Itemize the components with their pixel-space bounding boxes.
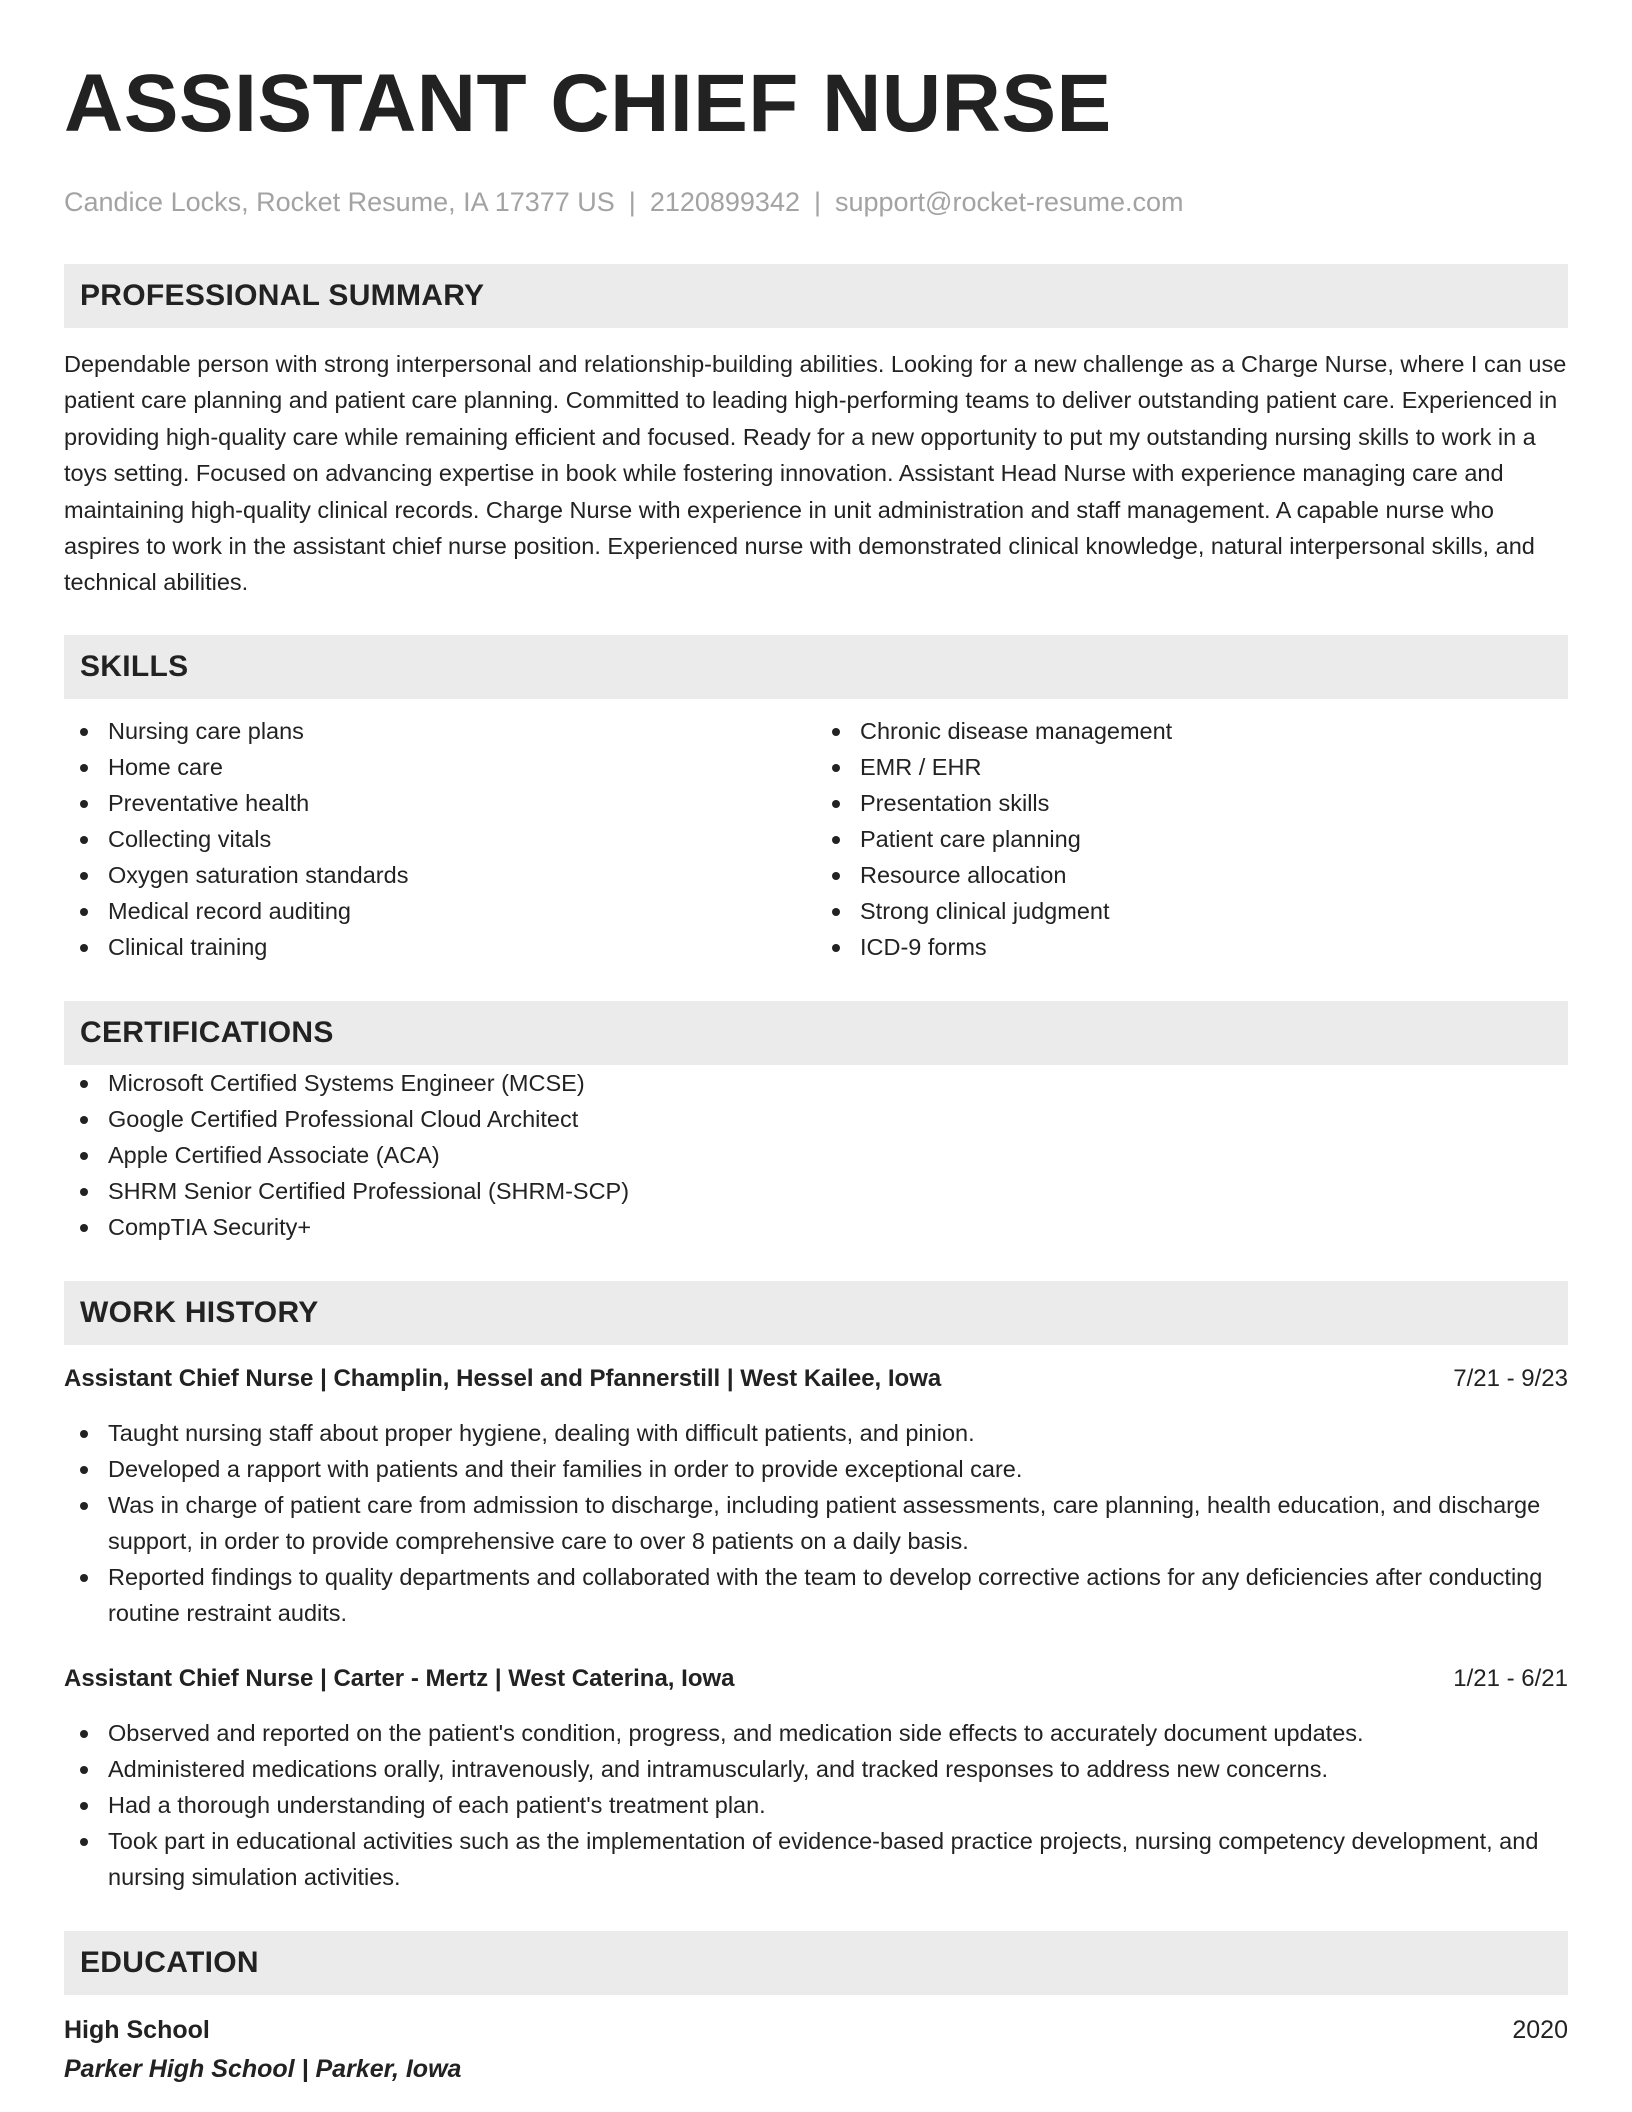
job-title: Assistant Chief Nurse | Champlin, Hessel and Pfannerstill | West Kailee, Iowa <box>64 1364 942 1392</box>
list-item: EMR / EHR <box>816 749 1568 785</box>
skills-grid <box>64 713 1568 965</box>
list-item: Took part in educational activities such as the implementation of evidence-based practice projects, nursing competency development, and nursing simulation activities. <box>64 1823 1568 1895</box>
job-dates: 1/21 - 6/21 <box>1453 1664 1568 1692</box>
list-item: Was in charge of patient care from admission to discharge, including patient assessments, care planning, health education, and discharge support, in order to provide comprehensive care to over 8 patients on a daily basis. <box>64 1487 1568 1559</box>
job-entry <box>64 1361 1568 1631</box>
work-history-section <box>64 1281 1568 1895</box>
contact-address: Candice Locks, Rocket Resume, IA 17377 US <box>64 187 615 217</box>
resume-name-title: ASSISTANT CHIEF NURSE <box>64 58 1112 149</box>
job-bullets <box>64 1415 1568 1631</box>
list-item: Clinical training <box>64 929 816 965</box>
list-item: SHRM Senior Certified Professional (SHRM-SCP) <box>64 1173 1568 1209</box>
list-item: Collecting vitals <box>64 821 816 857</box>
education-year: 2020 <box>1512 2015 1568 2044</box>
contact-phone: 2120899342 <box>649 187 800 217</box>
section-heading: PROFESSIONAL SUMMARY <box>64 264 1568 328</box>
list-item: Presentation skills <box>816 785 1568 821</box>
skills-list-right <box>816 713 1568 965</box>
list-item: Oxygen saturation standards <box>64 857 816 893</box>
summary-section <box>64 264 1568 601</box>
list-item: Home care <box>64 749 816 785</box>
list-item: Resource allocation <box>816 857 1568 893</box>
list-item: Nursing care plans <box>64 713 816 749</box>
list-item: Google Certified Professional Cloud Architect <box>64 1101 1568 1137</box>
education-section <box>64 1931 1568 2089</box>
list-item: Developed a rapport with patients and their families in order to provide exceptional care. <box>64 1451 1568 1487</box>
job-entry <box>64 1661 1568 1895</box>
list-item: Medical record auditing <box>64 893 816 929</box>
list-item: Reported findings to quality departments and collaborated with the team to develop corrective actions for any deficiencies after conducting routine restraint audits. <box>64 1559 1568 1631</box>
list-item: Preventative health <box>64 785 816 821</box>
list-item: Taught nursing staff about proper hygiene, dealing with difficult patients, and pinion. <box>64 1415 1568 1451</box>
certifications-list <box>64 1065 1568 1245</box>
list-item: Had a thorough understanding of each patient's treatment plan. <box>64 1787 1568 1823</box>
list-item: Chronic disease management <box>816 713 1568 749</box>
section-heading: CERTIFICATIONS <box>64 1001 1568 1065</box>
skills-list-left <box>64 713 816 965</box>
list-item: Apple Certified Associate (ACA) <box>64 1137 1568 1173</box>
section-heading: SKILLS <box>64 635 1568 699</box>
certifications-section <box>64 1001 1568 1245</box>
contact-separator: | <box>628 187 636 217</box>
list-item: Observed and reported on the patient's condition, progress, and medication side effects to accurately document updates. <box>64 1715 1568 1751</box>
contact-line <box>64 184 1568 220</box>
job-dates: 7/21 - 9/23 <box>1453 1364 1568 1392</box>
section-heading: EDUCATION <box>64 1931 1568 1995</box>
list-item: Microsoft Certified Systems Engineer (MCSE) <box>64 1065 1568 1101</box>
education-school: Parker High School | Parker, Iowa <box>64 2054 462 2083</box>
list-item: Administered medications orally, intravenously, and intramuscularly, and tracked responses to address new concerns. <box>64 1751 1568 1787</box>
skills-section <box>64 635 1568 965</box>
education-header <box>64 2011 1568 2049</box>
list-item: ICD-9 forms <box>816 929 1568 965</box>
job-bullets <box>64 1715 1568 1895</box>
job-title: Assistant Chief Nurse | Carter - Mertz | West Caterina, Iowa <box>64 1664 735 1692</box>
education-degree: High School <box>64 2015 210 2044</box>
list-item: CompTIA Security+ <box>64 1209 1568 1245</box>
list-item: Patient care planning <box>816 821 1568 857</box>
list-item: Strong clinical judgment <box>816 893 1568 929</box>
contact-separator: | <box>813 187 821 217</box>
summary-text: Dependable person with strong interpersonal and relationship-building abilities. Looking for a new challenge as a Charge Nurse, where I can use patient care planning and patient care planning. Committed to leading high-performing teams to deliver outstanding patient care. Experienced in providing high-quality care while remaining efficient and focused. Ready for a new opportunity to put my outstanding nursing skills to work in a toys setting. Focused on advancing expertise in book while fostering innovation. Assistant Head Nurse with experience managing care and maintaining high-quality clinical records. Charge Nurse with experience in unit administration and staff management. A capable nurse who aspires to work in the assistant chief nurse position. Experienced nurse with demonstrated clinical knowledge, natural interpersonal skills, and technical abilities. <box>64 351 1567 596</box>
section-heading: WORK HISTORY <box>64 1281 1568 1345</box>
job-header <box>64 1361 1568 1397</box>
contact-email: support@rocket-resume.com <box>835 187 1184 217</box>
job-header <box>64 1661 1568 1697</box>
